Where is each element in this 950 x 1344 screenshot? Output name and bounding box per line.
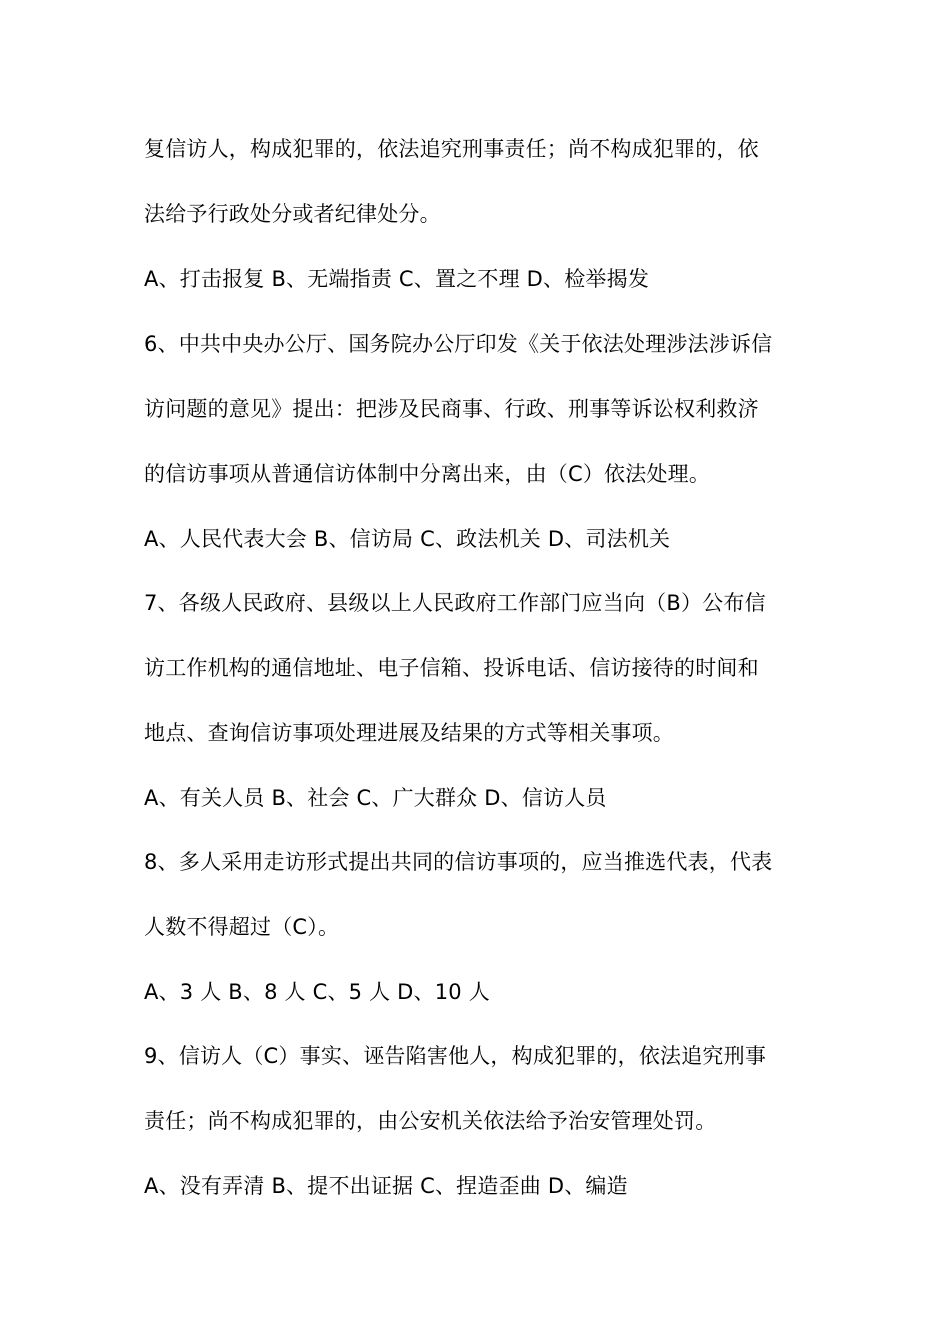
question-line: 8、多人采用走访形式提出共同的信访事项的，应当推选代表，代表 [144, 850, 773, 874]
question-line: 7、各级人民政府、县级以上人民政府工作部门应当向（B）公布信 [144, 591, 766, 615]
text-line: 的信访事项从普通信访体制中分离出来，由（C）依法处理。 [144, 462, 711, 486]
text-line: 复信访人，构成犯罪的，依法追究刑事责任；尚不构成犯罪的，依 [144, 137, 759, 161]
text-line: 法给予行政处分或者纪律处分。 [144, 202, 441, 226]
answer-options-line: A、3 人 B、8 人 C、5 人 D、10 人 [144, 980, 490, 1004]
answer-options-line: A、有关人员 B、社会 C、广大群众 D、信访人员 [144, 786, 607, 810]
text-line: 访工作机构的通信地址、电子信箱、投诉电话、信访接待的时间和 [144, 656, 759, 680]
question-line: 6、中共中央办公厅、国务院办公厅印发《关于依法处理涉法涉诉信 [144, 332, 773, 356]
text-line: 人数不得超过（C）。 [144, 915, 340, 939]
text-line: 地点、查询信访事项处理进展及结果的方式等相关事项。 [144, 721, 674, 745]
text-line: 访问题的意见》提出：把涉及民商事、行政、刑事等诉讼权利救济 [144, 397, 759, 421]
answer-options-line: A、没有弄清 B、提不出证据 C、捏造歪曲 D、编造 [144, 1174, 628, 1198]
answer-options-line: A、打击报复 B、无端指责 C、置之不理 D、检举揭发 [144, 267, 650, 291]
answer-options-line: A、人民代表大会 B、信访局 C、政法机关 D、司法机关 [144, 527, 671, 551]
question-line: 9、信访人（C）事实、诬告陷害他人，构成犯罪的，依法追究刑事 [144, 1044, 767, 1068]
text-line: 责任；尚不构成犯罪的，由公安机关依法给予治安管理处罚。 [144, 1109, 717, 1133]
